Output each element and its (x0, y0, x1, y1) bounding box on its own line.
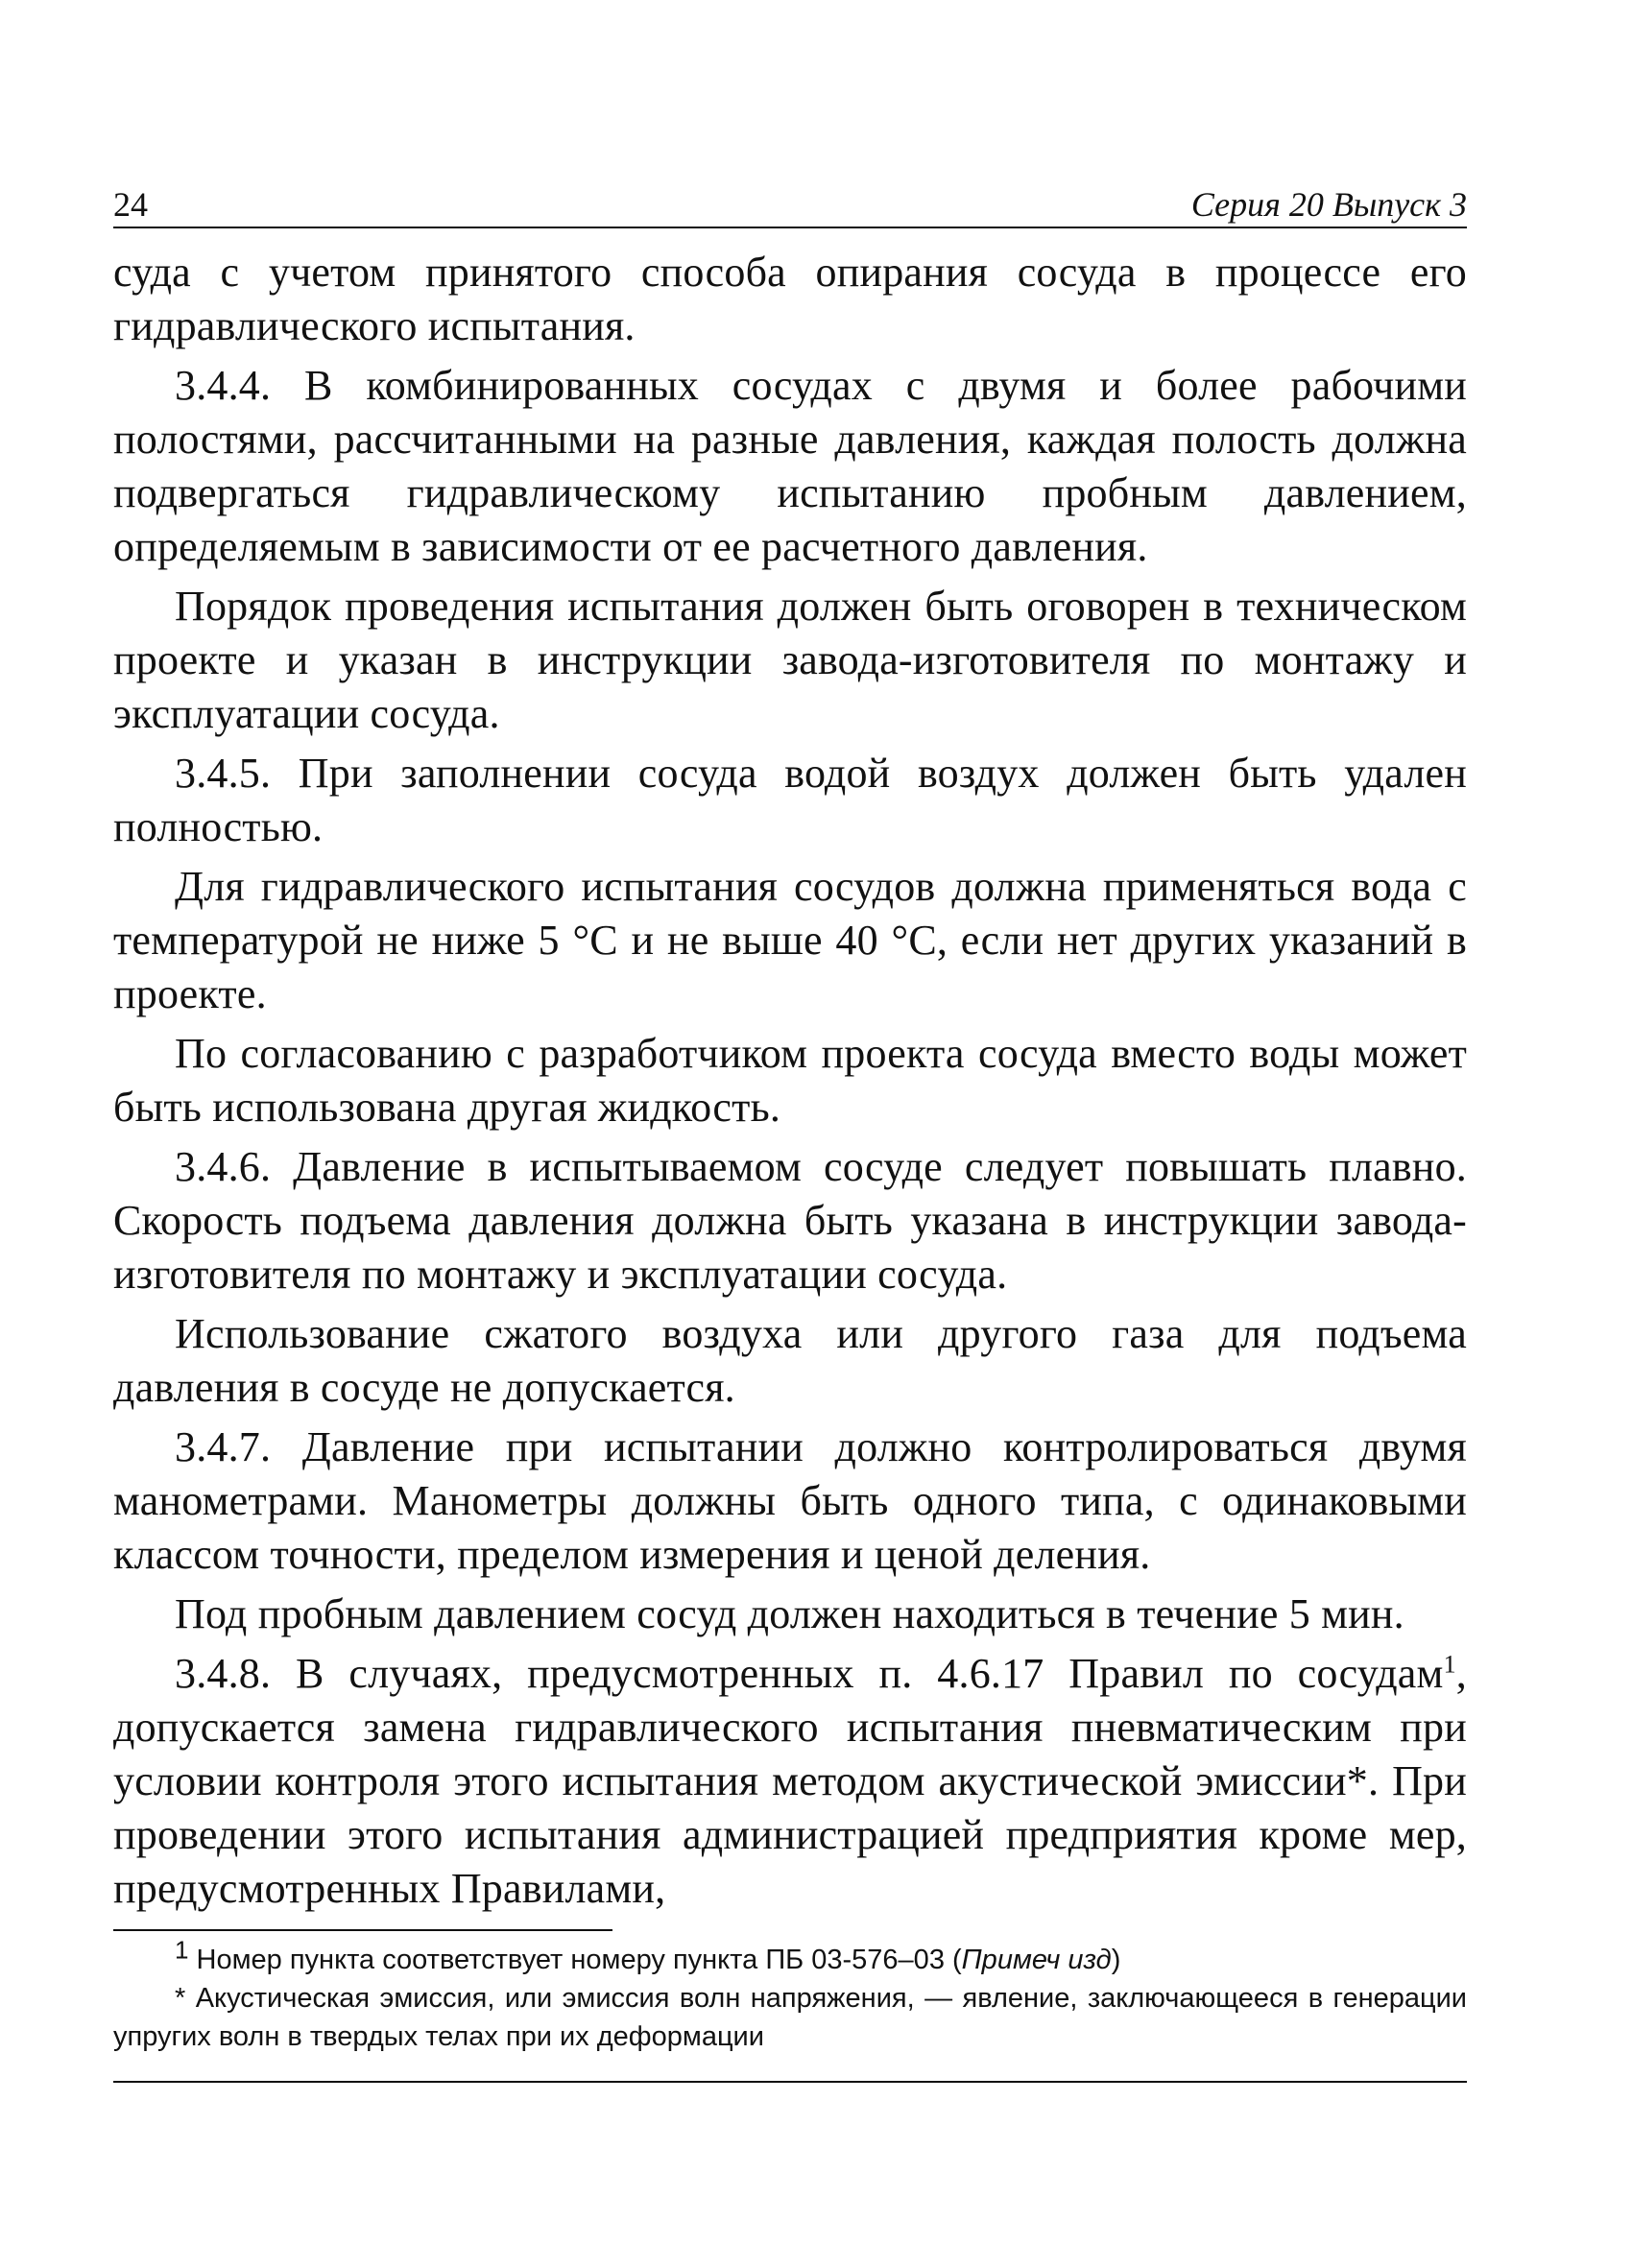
paragraph-compressed-air: Использование сжатого воздуха или другого газа для подъема давления в сосуде не допускается. (113, 1310, 1467, 1411)
paragraph-other-liquid: По согласованию с разработчиком проекта сосуда вместо воды может быть использована другая жидкость. (113, 1030, 1467, 1131)
paragraph-water-temperature: Для гидравлического испытания сосудов должна применяться вода с температурой не ниже 5 °С и не выше 40 °С, если нет других указаний в проекте. (113, 863, 1467, 1017)
page-header (113, 182, 1467, 228)
footnote-1 (113, 1935, 1467, 1979)
bottom-rule (113, 2081, 1467, 2083)
footnote-1-mark: 1 (175, 1935, 189, 1965)
page-number: 24 (113, 185, 148, 224)
paragraph-3-4-5: 3.4.5. При заполнении сосуда водой воздух должен быть удален полностью. (113, 750, 1467, 850)
paragraph-continuation: суда с учетом принятого способа опирания сосуда в процессе его гидравлического испытания. (113, 249, 1467, 349)
paragraph-3-4-7: 3.4.7. Давление при испытании должно контролироваться двумя манометрами. Манометры должны быть одного типа, с одинаковыми классом точности, пределом измерения и ценой деления. (113, 1423, 1467, 1578)
paragraph-3-4-4: 3.4.4. В комбинированных сосудах с двумя и более рабочими полостями, рассчитанными на разные давления, каждая полость должна подвергаться гидравлическому испытанию пробным давлением, определяемым в зависимости от ее расчетного давления. (113, 362, 1467, 570)
document-page (113, 182, 1467, 2083)
footnotes (113, 1935, 1467, 2056)
paragraph-hold-time: Под пробным давлением сосуд должен находиться в течение 5 мин. (175, 1590, 1404, 1637)
footnote-reference-1: 1 (1443, 1650, 1456, 1679)
footnote-1-close: ) (1111, 1945, 1121, 1975)
footnote-separator (113, 1929, 612, 1931)
paragraph-3-4-8-part1: 3.4.8. В случаях, предусмотренных п. 4.6.17 Правил по сосудам (175, 1650, 1444, 1697)
paragraph-test-procedure: Порядок проведения испытания должен быть оговорен в техническом проекте и указан в инструкции завода-изготовителя по монтажу и эксплуатации сосуда. (113, 583, 1467, 737)
paragraph-3-4-8-part2: , допускается замена гидравлического испытания пневматическим при условии контроля этого испытания методом акустической эмиссии*. При проведении этого испытания администрацией предприятия кроме мер, предусмотренных Правилами, (113, 1650, 1467, 1912)
paragraph-3-4-6: 3.4.6. Давление в испытываемом сосуде следует повышать плавно. Скорость подъема давления должна быть указана в инструкции завода-изготовителя по монтажу и эксплуатации сосуда. (113, 1143, 1467, 1298)
footnote-1-text: Номер пункта соответствует номеру пункта ПБ 03-576–03 ( (188, 1945, 962, 1975)
running-title: Серия 20 Выпуск 3 (1190, 185, 1467, 224)
paragraph-3-4-8 (113, 1647, 1467, 1916)
body-text (113, 246, 1467, 1916)
footnote-asterisk: * Акустическая эмиссия, или эмиссия волн напряжения, — явление, заключающееся в генерации упругих волн в твердых телах при их деформации (113, 1983, 1467, 2052)
footnote-1-editor-note: Примеч изд (961, 1945, 1112, 1975)
